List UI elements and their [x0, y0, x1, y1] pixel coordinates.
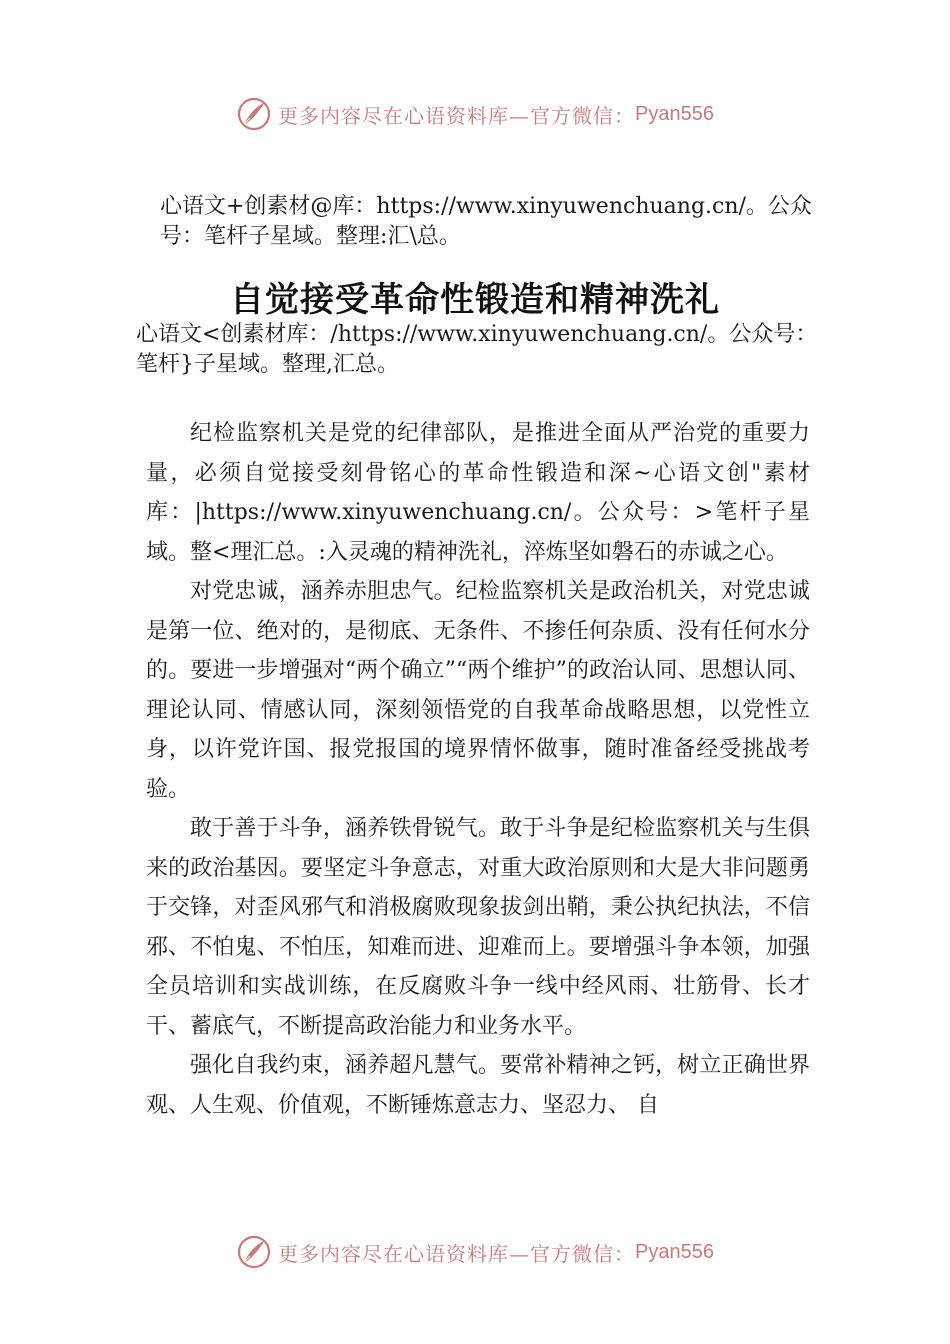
source-note-sub: 心语文<创素材库：/https://www.xinyuwenchuang.cn/。公众号：笔杆}子星域。整理,汇总。 — [136, 322, 818, 377]
paragraph: 敢于善于斗争，涵养铁骨锐气。敢于斗争是纪检监察机关与生俱来的政治基因。要坚定斗争意志，对重大政治原则和大是大非问题勇于交锋，对歪风邪气和消极腐败现象拔剑出鞘，秉公执纪执法，不信邪、不怕鬼、不怕压，知难而进、迎难而上。要增强斗争本领，加强全员培训和实战训练，在反腐败斗争一线中经风雨、壮筋骨、长才干、蓄底气，不断提高政治能力和业务水平。 — [146, 816, 810, 1039]
document-body — [146, 414, 810, 1125]
watermark-wechat-id: Pyan556 — [635, 102, 714, 125]
header-watermark-banner — [0, 94, 950, 134]
footer-watermark-banner — [0, 1232, 950, 1272]
watermark-text: 更多内容尽在心语资料库—官方微信： — [278, 103, 636, 128]
quill-pen-icon — [236, 1234, 272, 1270]
paragraph: 纪检监察机关是党的纪律部队，是推进全面从严治党的重要力量，必须自觉接受刻骨铭心的革命性锻造和深~心语文创"素材库：|https://www.xinyuwenchuang.cn/。公众号：>笔杆子星域。整<理汇总。:入灵魂的精神洗礼，淬炼坚如磐石的赤诚之心。 — [146, 421, 810, 565]
source-note-top: 心语文+创素材@库：https://www.xinyuwenchuang.cn/。公众号：笔杆子星域。整理:汇\总。 — [160, 194, 812, 249]
document-title: 自觉接受革命性锻造和精神洗礼 — [230, 280, 720, 320]
paragraph: 对党忠诚，涵养赤胆忠气。纪检监察机关是政治机关，对党忠诚是第一位、绝对的，是彻底、无条件、不掺任何杂质、没有任何水分的。要进一步增强对“两个确立”“两个维护”的政治认同、思想认同、理论认同、情感认同，深刻领悟党的自我革命战略思想，以党性立身，以许党许国、报党报国的境界情怀做事，随时准备经受挑战考验。 — [146, 579, 810, 802]
quill-pen-icon — [236, 96, 272, 132]
paragraph: 强化自我约束，涵养超凡慧气。要常补精神之钙，树立正确世界观、人生观、价值观，不断锤炼意志力、坚忍力、 自 — [146, 1053, 810, 1118]
watermark-wechat-id: Pyan556 — [635, 1240, 714, 1263]
watermark-text: 更多内容尽在心语资料库—官方微信： — [278, 1241, 636, 1266]
